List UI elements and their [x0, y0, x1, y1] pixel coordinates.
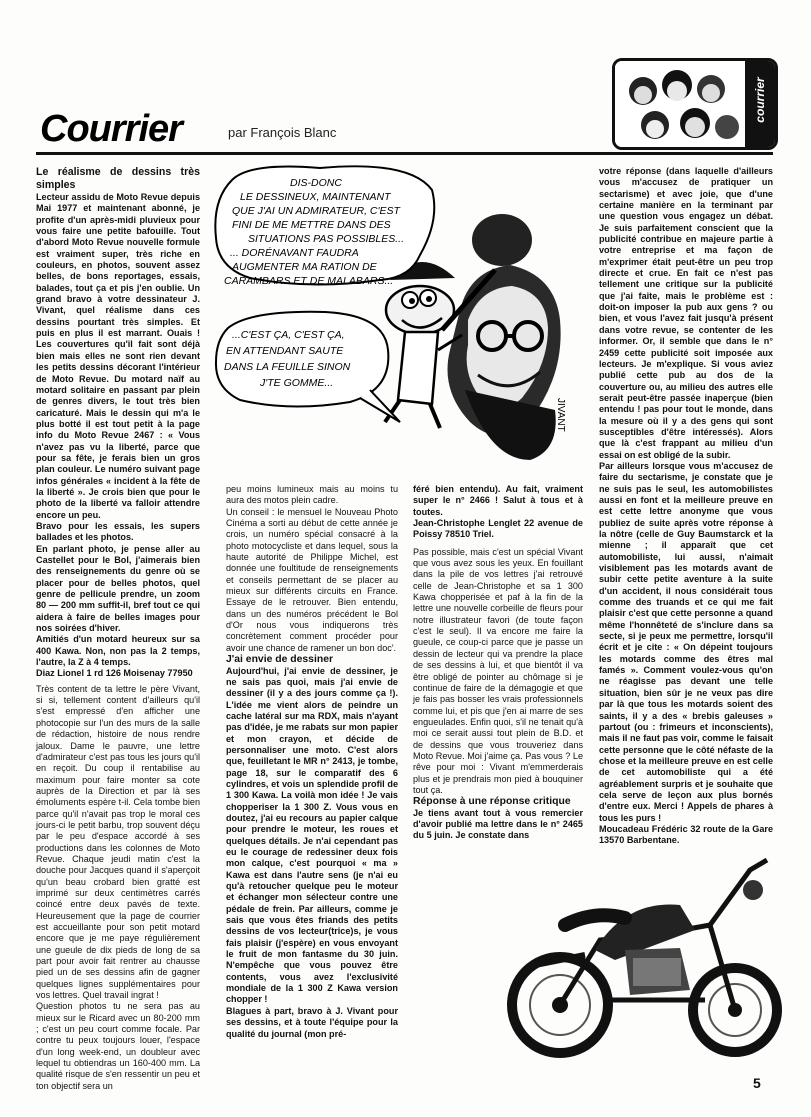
page-title: Courrier [40, 108, 182, 150]
bubble2-line4: J'TE GOMME... [260, 377, 334, 389]
column-2 [226, 484, 398, 1040]
letter2-continued: féré bien entendu). Au fait, vraiment super le n° 2466 ! Salut à tous et à toutes. [413, 484, 583, 517]
reply1-body-2: Question photos tu ne sera pas au mieux sur le Ricard avec un 80-200 mm ; c'est un peu court comme focale. Par contre tu peux toujours louer, l'espace d'un long week-end, un doubleur avec lequel tu obtiendras un 160-400 mm. La qualité risque de s'en ressentir un peu et ton objectif sera un [36, 1001, 200, 1091]
reply1-advice: Un conseil : le mensuel le Nouveau Photo Cinéma a sorti au début de cette année je crois, un numéro spécial consacré à la photo motocycliste et dans lequel, sous la haute autorité de Philippe Michel, est donnée une foultitude de renseignements et conseils permettant de se placer au mieux sur différents circuits en France. Essaye de le retrouver. Bien entendu, dans un des numéros précédent le Bol d'Or nous vous indiquerons très concrètement comment procéder pour avoir une chance de ramener un bon doc'. [226, 506, 398, 653]
letter2-body-2: Blagues à part, bravo à J. Vivant pour ses dessins, et à toute l'équipe pour la qualité du journal (mon pré- [226, 1005, 398, 1039]
byline: par François Blanc [228, 125, 337, 140]
letter3-signature: Moucadeau Frédéric 32 route de la Gare 13570 Barbentane. [599, 823, 773, 846]
title-rule [36, 152, 773, 155]
bubble1-line2: LE DESSINEUX, MAINTENANT [240, 191, 391, 203]
bubble1-line4: FINI DE ME METTRE DANS DES [232, 219, 391, 231]
reply2-body: Pas possible, mais c'est un spécial Vivant que vous avez sous les yeux. En fouillant dans la pile de vos lettres j'ai retrouvé celle de Jean-Christophe et sa 1 300 Kawa chopperisée et paf à la fin de la lettre une nouvelle corbeille de fleurs pour notre illustrateur favori (de toute façon c'est le seul). Il va encore me faire la gueule, ce coup-ci parce que je passe un dessin de lecteur qui va prendre la place de ses dessins à lui, et que bientôt il va être obligé de pointer au chômage si je continue de faire de la démagogie et que je fais pas bosser les vrais professionnels comme lui, et pis que j'en ai marre de ses engueulades. Enfin quoi, s'il ne tenait qu'à moi ce serait aussi tout plein de B.D. et de dessins que vous trouveriez dans Moto Revue. Moi j'aime ça. Pas vous ? Le rêve pour moi : Vivant m'emmerderais plus et je prendrais mon pied à bouquiner tout ça. [413, 546, 583, 795]
courrier-logo [612, 58, 778, 150]
bubble1-line6: ... DORÉNAVANT FAUDRA [230, 247, 359, 259]
letter1-body-3: En parlant photo, je pense aller au Castellet pour le Bol, j'aimerais bien des renseignements du genre où se placer pour de belles photos, quel genre de pellicule prendre, un zoom 80 — 200 mm suffit-il, bref tout ce qui aidera à faire de belles images pour nos soirées d'hiver. [36, 543, 200, 634]
letter1-heading: Le réalisme de dessins très simples [36, 166, 200, 191]
letter2-body: Aujourd'hui, j'ai envie de dessiner, je ne sais pas quoi, mais j'ai envie de dessiner (il y a des jours comme ça !). L'idée me vient alors de peindre un cache latéral sur ma RDX, mais n'ayant pas d'idée, je me rabats sur mon papier et mon crayon, et décide de personnaliser une moto. C'est alors que, feuilletant le MR n° 2413, je tombe, page 18, sur le comparatif des 6 cylindres, et vois un splendide profil de 1 300 Kawa. La voilà mon idée ! Je vais chopperiser la 1 300 Z. Vous vous en doutez, j'ai eu recours au papier calque pour prendre le moteur, les roues et quelques détails. Je n'ai cependant pas eu le courage de redessiner deux fois mon calque, c'est pourquoi « ma » Kawa est dans l'autre sens (je n'ai eu qu'à retoucher quelque peu le moteur et échanger mon sélecteur contre une pédale de frein. Par ailleurs, comme je sais que vous êtes friands des petits dessins de vos lecteur(trice)s, je vous fais plaisir (j'espère) en vous envoyant le fruit de mon fantasme du 30 juin. N'empêche que vous pouvez être contents, vous avez l'exclusivité mondiale de la 1 300 Z Kawa version chopper ! [226, 665, 398, 1005]
bubble2-line2: EN ATTENDANT SAUTE [226, 345, 344, 357]
letter3-body-2: Par ailleurs lorsque vous m'accusez de faire du sectarisme, je constate que je ne suis pas le seul, les automobilistes aussi en font et la meilleure preuve en est cette lettre anonyme que vous publiez de suite après votre réponse à la nôtre (celle de Guy Baumstarck et la mienne ; il apparaît que cet automobiliste, lui aussi, n'aimait visiblement pas les motards avant de subir cette petite aventure à la suite d'un accident, il nous considérait tous comme des truands et ce qui me fait plaisir c'est que cette personne a quand même l'honnêteté de s'inclure dans sa secte, si je peux me permettre, lorsqu'il écrit et je cite : « On dépeint toujours les motards comme des êtres mal famés ». Comment voulez-vous qu'on ne réagisse pas devant une telle situation, bien sûr je ne veux pas dire par là que tous les motards soient des saints, il y a des « brebis galeuses » partout (ou : frimeurs et inconscients), mais il ne faut pas voir, comme le faisait cette personne que le côté néfaste de la chose et la meilleure preuve en est celle de cet automobiliste qui a été agréablement surpris et je souhaite que cela serve de leçon aux plus bornés d'entre eux. Merci ! Appels de phares à tous les purs ! [599, 460, 773, 823]
bubble1-line5: SITUATIONS PAS POSSIBLES... [248, 233, 404, 245]
motorcycle-drawing-icon [505, 830, 790, 1065]
logo-label: courrier [753, 77, 767, 123]
bubble1-line3: QUE J'AI UN ADMIRATEUR, C'EST [232, 205, 400, 217]
reply1-body: Très content de ta lettre le père Vivant, si si, tellement content d'ailleurs qu'il s'est empressé d'en afficher une photocopie sur l'un des murs de la salle de rédaction, histoire de nous rendre jaloux. Dame le pauvre, une lettre d'admirateur c'est pas tous les jours qu'il en reçoit. Du coup il rentabilise au maximum pour faire monter sa cote auprès de la Direction et par là ses émoluments espère t-il. Cela tombe bien parce qu'il n'avait pas trop le moral ces jours-ci le petit barbu, trop souvent déçu par le peu d'espace accordé à ses productions dans les colonnes de Moto Revue. Chaque jeudi matin c'est la douche pour Jacques quand il s'aperçoit qu'un beau crobard bien gratté est imprimé sur deux centimètres carrés coincé entre deux pavés de texte. Heureusement que la page de courrier est accueillante pour son petit motard encore que je me paye régulièrement une gueule de dix pieds de long de sa part pour avoir fait rentrer au chausse pied un de ses dessins afin de gagner quelques lignes supplémentaires pour vos lettres. Quel travail ingrat ! [36, 683, 200, 1001]
page-number: 5 [753, 1075, 761, 1091]
bubble2-line3: DANS LA FEUILLE SINON [224, 361, 351, 373]
cartoon-illustration [210, 160, 570, 475]
letter1-signature: Diaz Lionel 1 rd 126 Moisenay 77950 [36, 668, 193, 679]
column-1 [36, 166, 200, 1092]
column-3 [413, 484, 583, 842]
letter3-continued: votre réponse (dans laquelle d'ailleurs vous m'accusez de pratiquer un sectarisme) et avec joie, que d'une certaine manière en la terminant par une question vous engagez un débat. Je suis parfaitement conscient que la publicité contribue en majeure partie à votre entreprise et ma façon de m'exprimer était peut-être un peu trop directe et crue. En fait ce n'est pas tellement une critique sur la publicité que j'ai faite, mais le problème est : doit-on imposer la pub aux gens ? ou bien, et vous l'avez fait jusqu'à présent dans votre revue, se contenter de les informer. Or, il semble que dans le n° 2459 cette publicité soit imposée aux lecteurs. Je m'explique. Si vous aviez publié cette pub au dos de la couverture ou, au milieu des autres elle serait peut-être passée inaperçue (bien entendu ! pas pour tout le monde, dans la mesure où il y a des gens qui sont susceptibles d'être intéressés). Alors que là c'est frappant au milieu d'un essai on est obligé de la subir. [599, 166, 773, 460]
letter3-heading: Réponse à une réponse critique [413, 796, 571, 808]
column-4 [599, 166, 773, 847]
letter2-heading: J'ai envie de dessiner [226, 654, 334, 666]
bubble2-line1: ...C'EST ÇA, C'EST ÇA, [232, 329, 345, 341]
letter1-body: Lecteur assidu de Moto Revue depuis Mai 1977 et maintenant abonné, je profite d'un après-midi pluvieux pour vous faire une petite bafouille. Tout d'abord Moto Revue nouvelle formule est vraiment super, très riche en couleurs, en photos, souvent assez belles, de bons reportages, essais, balades, tout ça et pis j'en oublie. Un grand bravo à votre dessinateur J. Vivant, quel réalisme dans ces dessins pourtant très simples. Et puis en plus il est marrant. Ouais ! Les couvertures qu'il fait sont déjà bien mais elles ne sont rien devant les petits dessins décorant l'intérieur de Moto Revue. Du motard naïf au motard solitaire en passant par plein de genres divers, le tout très bien caricaturé. Mais le dessin qui m'a le plus botté il est tout petit à la page info du Moto Revue 2467 : « Vous n'avez pas vu la liberté, parce que pour sa fête, je ferais bien un gros plan couleur. Le numéro suivant page infos générales « incident à la fête de la liberté ». Je crois bien que pour le photo de la liberté va falloir attendre encore un peu. [36, 192, 200, 520]
letter3-body: Je tiens avant tout à vous remercier d'avoir publié ma lettre dans le n° 2465 du 5 juin. Je constate dans [413, 807, 583, 841]
bubble1-line7: AUGMENTER MA RATION DE [232, 261, 377, 273]
reply1-continued: peu moins lumineux mais au moins tu aura des motos plein cadre. [226, 484, 398, 506]
letter2-signature: Jean-Christophe Lenglet 22 avenue de Poissy 78510 Triel. [413, 518, 583, 540]
letter1-body-2: Bravo pour les essais, les supers ballades et les photos. [36, 520, 200, 543]
bubble1-line8: CARAMBARS ET DE MALABARS... [224, 275, 394, 287]
letter1-body-4: Amitiés d'un motard heureux sur sa 400 Kawa. Non, non pas la 2 temps, l'autre, la Z à 4 temps. [36, 634, 200, 668]
faces-illustration-icon [615, 61, 745, 147]
cartoon-signature: JIVANT [555, 398, 566, 432]
bubble1-line1: DIS-DONC [290, 177, 342, 189]
